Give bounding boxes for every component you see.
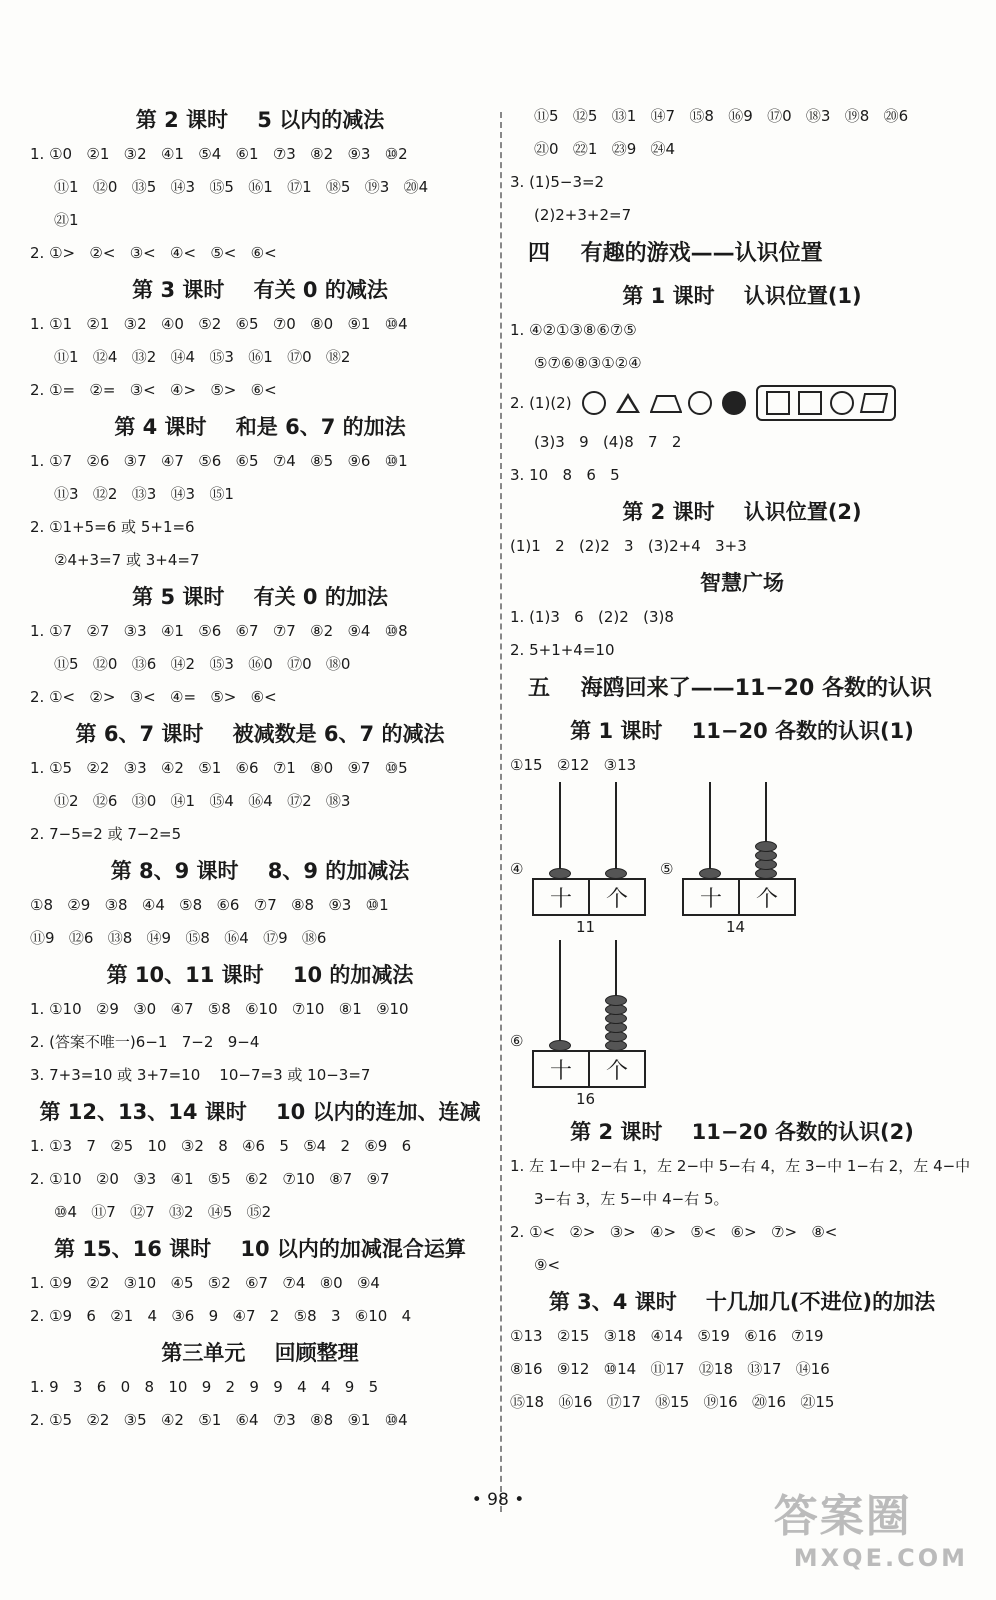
ones-rod <box>615 782 617 878</box>
abacus-11 <box>510 782 650 940</box>
circle-shape <box>830 391 854 415</box>
section-heading: 第 5 课时 有关 0 的加法 <box>132 585 388 609</box>
section-heading: 第 4 课时 和是 6、7 的加法 <box>114 415 406 439</box>
shapes-label: 2. (1)(2) <box>510 394 572 412</box>
answer-line: ⑪5 ⑫5 ⑬1 ⑭7 ⑮8 ⑯9 ⑰0 ⑱3 ⑲8 ⑳6 <box>534 107 909 125</box>
section-heading: 第三单元 回顾整理 <box>161 1341 359 1365</box>
shape-sequence <box>582 385 896 421</box>
right-top-section <box>510 100 974 380</box>
tens-rod <box>709 782 711 878</box>
answer-line: ⑮18 ⑯16 ⑰17 ⑱15 ⑲16 ⑳16 ㉑15 <box>510 1393 835 1411</box>
square-shape <box>798 391 822 415</box>
circle-shape <box>582 391 606 415</box>
answer-line: 3. 7+3=10 或 3+7=10 10−7=3 或 10−3=7 <box>30 1066 371 1084</box>
section-heading: 第 2 课时 5 以内的减法 <box>135 108 385 132</box>
tens-place-label: 十 <box>534 880 590 914</box>
watermark-logo: 答案圈 MXQE.COM <box>773 1491 968 1572</box>
section-heading: 第 12、13、14 课时 10 以内的连加、连减 <box>39 1100 481 1124</box>
answer-line: (2)2+3+2=7 <box>534 206 632 224</box>
answer-line: 1. ①3 7 ②5 10 ③2 8 ④6 5 ⑤4 2 ⑥9 6 <box>30 1137 412 1155</box>
circle-shape <box>688 391 712 415</box>
answer-line: (1)1 2 (2)2 3 (3)2+4 3+3 <box>510 537 747 555</box>
section-heading: 第 2 课时 11−20 各数的认识(2) <box>570 1120 914 1144</box>
left-column <box>30 100 490 1437</box>
right-bottom-section <box>510 1114 974 1419</box>
abacus-number: 14 <box>726 918 746 936</box>
answer-line: ⑤⑦⑥⑧③①②④ <box>534 354 642 372</box>
section-heading: 第 15、16 课时 10 以内的加减混合运算 <box>54 1237 466 1261</box>
answer-line: 1. ①1 ②1 ③2 ④0 ⑤2 ⑥5 ⑦0 ⑧0 ⑨1 ⑩4 <box>30 315 408 333</box>
answer-line: ⑪1 ⑫4 ⑬2 ⑭4 ⑮3 ⑯1 ⑰0 ⑱2 <box>54 348 351 366</box>
answer-line: 1. 9 3 6 0 8 10 9 2 9 9 4 4 9 5 <box>30 1378 379 1396</box>
answer-line: ⑧16 ⑨12 ⑩14 ⑪17 ⑫18 ⑬17 ⑭16 <box>510 1360 830 1378</box>
answer-line: (3)3 9 (4)8 7 2 <box>534 433 682 451</box>
abacus-number: 16 <box>576 1090 596 1108</box>
answer-line: ⑪1 ⑫0 ⑬5 ⑭3 ⑮5 ⑯1 ⑰1 ⑱5 ⑲3 ⑳4 <box>54 178 429 196</box>
place-value-frame <box>532 1050 646 1088</box>
answer-line: 3. 10 8 6 5 <box>510 466 620 484</box>
section-heading: 第 10、11 课时 10 的加减法 <box>106 963 414 987</box>
answer-line: 1. (1)3 6 (2)2 (3)8 <box>510 608 674 626</box>
shapes-answer-row <box>510 380 974 426</box>
abacus-row-1 <box>510 782 974 940</box>
page-number: • 98 • <box>471 1490 525 1510</box>
answer-line: 2. ①1+5=6 或 5+1=6 <box>30 518 195 536</box>
answer-line: ①8 ②9 ③8 ④4 ⑤8 ⑥6 ⑦7 ⑧8 ⑨3 ⑩1 <box>30 896 389 914</box>
answer-line: 1. ④②①③⑧⑥⑦⑤ <box>510 321 637 339</box>
abacus-item-label: ⑤ <box>660 860 674 878</box>
answer-line: ㉑1 <box>54 211 79 229</box>
answer-line: ⑩4 ⑪7 ⑫7 ⑬2 ⑭5 ⑮2 <box>54 1203 272 1221</box>
answer-line: 1. ①7 ②6 ③7 ④7 ⑤6 ⑥5 ⑦4 ⑧5 ⑨6 ⑩1 <box>30 452 408 470</box>
boxed-shape-group <box>756 385 896 421</box>
section-heading: 智慧广场 <box>700 571 784 595</box>
section-heading: 第 3、4 课时 十几加几(不进位)的加法 <box>548 1290 936 1314</box>
ones-place-label: 个 <box>605 1058 628 1084</box>
answer-line: 2. ①< ②> ③< ④= ⑤> ⑥< <box>30 688 277 706</box>
trapezoid-shape <box>650 394 678 412</box>
ones-place-label: 个 <box>755 886 778 912</box>
column-divider <box>500 112 502 1512</box>
section-heading: 第 6、7 课时 被减数是 6、7 的减法 <box>75 722 445 746</box>
answer-line: 3. (1)5−3=2 <box>510 173 605 191</box>
place-value-frame <box>682 878 796 916</box>
triangle-shape <box>616 393 640 413</box>
answer-line: ㉑0 ㉒1 ㉓9 ㉔4 <box>534 140 676 158</box>
square-shape <box>766 391 790 415</box>
answer-line: 2. ①5 ②2 ③5 ④2 ⑤1 ⑥4 ⑦3 ⑧8 ⑨1 ⑩4 <box>30 1411 408 1429</box>
abacus-16 <box>510 940 650 1112</box>
answer-line: ⑨< <box>534 1256 561 1274</box>
tens-place-label: 十 <box>684 880 740 914</box>
abacus-row-2 <box>510 940 974 1112</box>
answer-line: ②4+3=7 或 3+4=7 <box>54 551 200 569</box>
answer-line: 2. ①= ②= ③< ④> ⑤> ⑥< <box>30 381 277 399</box>
section-heading: 第 8、9 课时 8、9 的加减法 <box>110 859 410 883</box>
abacus-number: 11 <box>576 918 596 936</box>
answer-line: ⑪2 ⑫6 ⑬0 ⑭1 ⑮4 ⑯4 ⑰2 ⑱3 <box>54 792 351 810</box>
abacus-14 <box>660 782 820 940</box>
tens-rod <box>559 940 561 1050</box>
abacus-bead <box>755 841 777 852</box>
ones-place-label: 个 <box>605 886 628 912</box>
abacus-bead <box>605 995 627 1006</box>
unit-heading: 四 有趣的游戏——认识位置 <box>528 241 823 266</box>
answer-line: 2. ①9 6 ②1 4 ③6 9 ④7 2 ⑤8 3 ⑥10 4 <box>30 1307 412 1325</box>
section-heading: 第 1 课时 11−20 各数的认识(1) <box>570 719 914 743</box>
answer-line: ⑪3 ⑫2 ⑬3 ⑭3 ⑮1 <box>54 485 234 503</box>
abacus-item-label: ④ <box>510 860 524 878</box>
filled-circle-shape <box>722 391 746 415</box>
tens-rod <box>559 782 561 878</box>
answer-line: ①15 ②12 ③13 <box>510 756 637 774</box>
answer-line: 1. ①0 ②1 ③2 ④1 ⑤4 ⑥1 ⑦3 ⑧2 ⑨3 ⑩2 <box>30 145 408 163</box>
right-middle-section <box>510 426 974 782</box>
answer-line: 2. ①10 ②0 ③3 ④1 ⑤5 ⑥2 ⑦10 ⑧7 ⑨7 <box>30 1170 390 1188</box>
answer-line: ①13 ②15 ③18 ④14 ⑤19 ⑥16 ⑦19 <box>510 1327 824 1345</box>
answer-line: 1. ①9 ②2 ③10 ④5 ⑤2 ⑥7 ⑦4 ⑧0 ⑨4 <box>30 1274 380 1292</box>
answer-line: 1. 左 1−中 2−右 1，左 2−中 5−右 4，左 3−中 1−右 2，左 4−中 3−右 3，左 5−中 4−右 5。 <box>510 1157 971 1208</box>
answer-line: 1. ①10 ②9 ③0 ④7 ⑤8 ⑥10 ⑦10 ⑧1 ⑨10 <box>30 1000 409 1018</box>
answer-line: ⑪9 ⑫6 ⑬8 ⑭9 ⑮8 ⑯4 ⑰9 ⑱6 <box>30 929 327 947</box>
unit-heading: 五 海鸥回来了——11−20 各数的认识 <box>528 676 932 701</box>
answer-line: 2. 5+1+4=10 <box>510 641 615 659</box>
abacus-item-label: ⑥ <box>510 1032 524 1050</box>
answer-line: 2. 7−5=2 或 7−2=5 <box>30 825 182 843</box>
answer-line: 1. ①7 ②7 ③3 ④1 ⑤6 ⑥7 ⑦7 ⑧2 ⑨4 ⑩8 <box>30 622 408 640</box>
place-value-frame <box>532 878 646 916</box>
section-heading: 第 1 课时 认识位置(1) <box>622 284 862 308</box>
right-column <box>510 100 974 1419</box>
answer-line: 2. (答案不唯一)6−1 7−2 9−4 <box>30 1033 260 1051</box>
parallelogram-shape <box>859 393 887 413</box>
answer-line: 2. ①> ②< ③< ④< ⑤< ⑥< <box>30 244 277 262</box>
answer-line: ⑪5 ⑫0 ⑬6 ⑭2 ⑮3 ⑯0 ⑰0 ⑱0 <box>54 655 351 673</box>
answer-line: 1. ①5 ②2 ③3 ④2 ⑤1 ⑥6 ⑦1 ⑧0 ⑨7 ⑩5 <box>30 759 408 777</box>
tens-place-label: 十 <box>534 1052 590 1086</box>
section-heading: 第 2 课时 认识位置(2) <box>622 500 862 524</box>
answer-line: 2. ①< ②> ③> ④> ⑤< ⑥> ⑦> ⑧< <box>510 1223 838 1241</box>
section-heading: 第 3 课时 有关 0 的减法 <box>132 278 388 302</box>
